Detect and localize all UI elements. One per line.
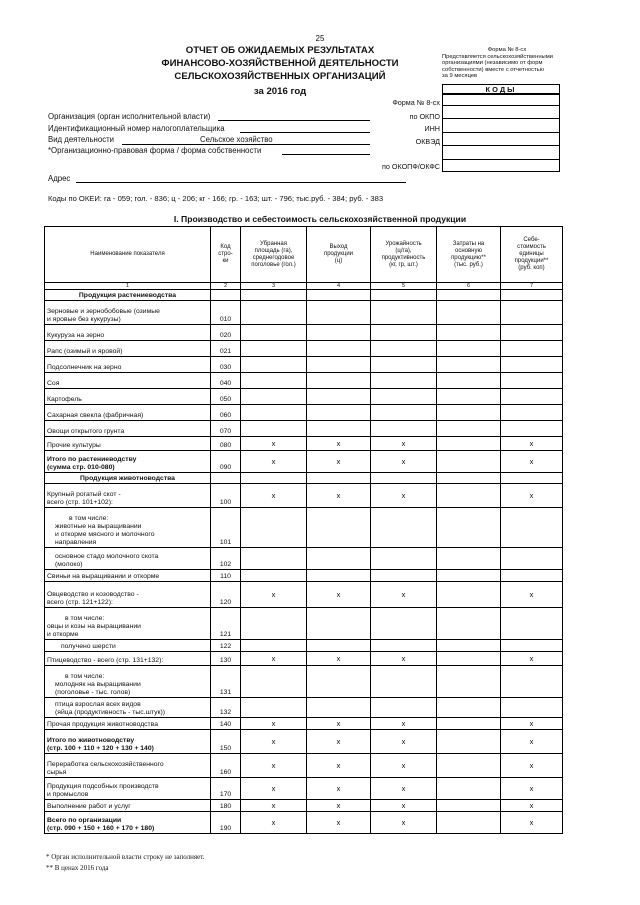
table-row [45,405,563,421]
row-code: 130 [211,652,241,666]
empty-cell [501,473,563,484]
input-cell[interactable] [437,652,501,666]
input-cell[interactable] [241,421,307,437]
row-name: Рапс (озимый и яровой) [45,341,211,357]
input-cell[interactable] [307,421,371,437]
table-row [45,357,563,373]
input-cell[interactable] [241,301,307,325]
table-row [45,389,563,405]
x-mark-cell: x [307,437,371,451]
input-cell[interactable] [437,484,501,508]
code-label-okpo: по ОКПО [409,112,440,121]
x-mark-cell: x [241,652,307,666]
col-header-name: Наименование показателя [45,227,211,283]
table-row [45,570,563,582]
row-name: Прочая продукция животноводства [45,718,211,730]
input-cell[interactable] [371,373,437,389]
col-header-yield: Урожайность (ц/га), продуктивность (кг, гр, шт.) [371,227,437,283]
row-code: 121 [211,608,241,640]
x-mark-cell: x [307,754,371,778]
footnote-1: * Орган исполнительной власти строку не заполняет. [46,853,205,861]
section-label: Продукция животноводства [45,473,211,484]
x-mark-cell: x [307,800,371,812]
row-name: Итого по животноводству (стр. 100 + 110 + 120 + 130 + 140) [45,730,211,754]
input-cell[interactable] [501,373,563,389]
input-cell[interactable] [371,570,437,582]
report-title-year: за 2016 год [253,86,307,97]
col-header-code: Код стро- ки [211,227,241,283]
x-mark-cell: x [501,451,563,473]
x-mark-cell: x [501,730,563,754]
code-label-inn: ИНН [424,124,440,133]
code-label-okopf: по ОКОПФ/ОКФС [382,162,440,171]
table-row [45,812,563,834]
col-number: 2 [211,283,241,290]
input-cell[interactable] [501,508,563,548]
row-name: в том числе: животные на выращивании и откорме мясного и молочного направления [45,508,211,548]
input-cell[interactable] [241,341,307,357]
row-name: в том числе: молодняк на выращивании (поголовье - тыс. голов) [45,666,211,698]
table-row [45,608,563,640]
row-code: 100 [211,484,241,508]
table-row [45,730,563,754]
empty-cell [371,290,437,301]
col-number: 3 [241,283,307,290]
table-row [45,437,563,451]
section-plant-row [45,290,563,301]
input-cell[interactable] [371,405,437,421]
page-number: 25 [315,34,325,43]
input-cell[interactable] [371,640,437,652]
x-mark-cell: x [241,484,307,508]
x-mark-cell: x [307,730,371,754]
row-code: 160 [211,754,241,778]
form-note-line: за 9 месяцев [442,73,478,80]
x-mark-cell: x [501,778,563,800]
row-name: Овцеводство и козоводство - всего (стр. 121+122): [45,582,211,608]
form-note-line: Представляется сельскохозяйственными [442,53,553,60]
input-cell[interactable] [241,698,307,718]
empty-cell [241,473,307,484]
input-cell[interactable] [241,508,307,548]
input-cell[interactable] [501,548,563,570]
input-cell[interactable] [437,718,501,730]
input-cell[interactable] [307,405,371,421]
input-cell[interactable] [307,548,371,570]
field-org-line[interactable] [218,120,370,121]
input-cell[interactable] [501,640,563,652]
code-label-form: Форма № 8-сх [392,98,440,107]
input-cell[interactable] [371,325,437,341]
x-mark-cell: x [371,778,437,800]
empty-cell [437,290,501,301]
row-code: 101 [211,508,241,548]
table-row [45,778,563,800]
x-mark-cell: x [241,437,307,451]
x-mark-cell: x [371,484,437,508]
form-note-title: Форма № 8-сх [487,47,527,53]
table-row [45,451,563,473]
row-code: 120 [211,582,241,608]
table-row [45,652,563,666]
input-cell[interactable] [371,389,437,405]
input-cell[interactable] [437,640,501,652]
table-row [45,373,563,389]
x-mark-cell: x [307,778,371,800]
input-cell[interactable] [437,666,501,698]
input-cell[interactable] [371,421,437,437]
x-mark-cell: x [241,582,307,608]
col-number: 6 [437,283,501,290]
code-label-okved: ОКВЭД [415,137,440,146]
row-code: 190 [211,812,241,834]
input-cell[interactable] [307,301,371,325]
row-name: получено шерсти [45,640,211,652]
table-row [45,582,563,608]
row-name: Крупный рогатый скот - всего (стр. 101+102): [45,484,211,508]
input-cell[interactable] [501,341,563,357]
col-number: 4 [307,283,371,290]
input-cell[interactable] [501,301,563,325]
x-mark-cell: x [501,484,563,508]
x-mark-cell: x [307,718,371,730]
input-cell[interactable] [437,608,501,640]
row-name: Прочие культуры [45,437,211,451]
row-name: Картофель [45,389,211,405]
input-cell[interactable] [241,357,307,373]
table-row [45,698,563,718]
input-cell[interactable] [307,608,371,640]
table-row [45,484,563,508]
codes-header: КОДЫ [442,84,560,94]
row-code: 102 [211,548,241,570]
input-cell[interactable] [437,754,501,778]
x-mark-cell: x [307,652,371,666]
x-mark-cell: x [371,718,437,730]
input-cell[interactable] [307,640,371,652]
table-row [45,301,563,325]
input-cell[interactable] [437,800,501,812]
table-row [45,718,563,730]
codes-box [442,94,560,172]
x-mark-cell: x [371,754,437,778]
x-mark-cell: x [241,812,307,834]
form-note-line: собственности) вместе с отчетностью [442,66,545,73]
col-number: 1 [45,283,211,290]
field-inn-line[interactable] [240,132,370,133]
empty-cell [241,290,307,301]
field-inn-label: Идентификационный номер налогоплательщика [48,124,225,133]
table-row [45,640,563,652]
section-label: Продукция растениеводства [45,290,211,301]
input-cell[interactable] [437,730,501,754]
x-mark-cell: x [241,754,307,778]
row-code: 050 [211,389,241,405]
row-name: Продукция подсобных производств и промыслов [45,778,211,800]
row-code: 010 [211,301,241,325]
table-row [45,754,563,778]
empty-cell [307,290,371,301]
input-cell[interactable] [501,405,563,421]
x-mark-cell: x [501,582,563,608]
input-cell[interactable] [437,548,501,570]
input-cell[interactable] [307,325,371,341]
production-table [44,226,563,834]
table-row [45,325,563,341]
x-mark-cell: x [241,451,307,473]
row-code: 080 [211,437,241,451]
col-number: 7 [501,283,563,290]
x-mark-cell: x [371,800,437,812]
input-cell[interactable] [437,325,501,341]
row-name: Выполнение работ и услуг [45,800,211,812]
row-name: Переработка сельскохозяйственного сырья [45,754,211,778]
input-cell[interactable] [241,666,307,698]
input-cell[interactable] [371,548,437,570]
input-cell[interactable] [241,608,307,640]
input-cell[interactable] [437,301,501,325]
row-code: 060 [211,405,241,421]
row-code: 090 [211,451,241,473]
field-address-label: Адрес [48,174,71,183]
field-activity-label: Вид деятельности [48,135,115,144]
x-mark-cell: x [241,718,307,730]
table-row [45,421,563,437]
field-activity-value: Сельское хозяйство [200,135,273,144]
x-mark-cell: x [501,754,563,778]
row-name: Итого по растениеводству (сумма стр. 010-080) [45,451,211,473]
x-mark-cell: x [501,652,563,666]
x-mark-cell: x [371,812,437,834]
field-org-label: Организация (орган исполнительной власти) [48,112,211,121]
field-address-line[interactable] [76,182,406,183]
row-name: Свиньи на выращивании и откорме [45,570,211,582]
empty-cell [371,473,437,484]
col-header-costs: Затраты на основную продукцию** (тыс. руб.) [437,227,501,283]
input-cell[interactable] [371,608,437,640]
input-cell[interactable] [371,357,437,373]
input-cell[interactable] [371,508,437,548]
input-cell[interactable] [241,325,307,341]
input-cell[interactable] [437,812,501,834]
input-cell[interactable] [501,325,563,341]
row-name: Зерновые и зернобобовые (озимые и яровые без кукурузы) [45,301,211,325]
input-cell[interactable] [241,389,307,405]
row-code: 140 [211,718,241,730]
input-cell[interactable] [241,405,307,421]
input-cell[interactable] [241,548,307,570]
row-name: в том числе: овцы и козы на выращивании и откорме [45,608,211,640]
row-code: 132 [211,698,241,718]
input-cell[interactable] [371,698,437,718]
row-code: 131 [211,666,241,698]
x-mark-cell: x [501,800,563,812]
input-cell[interactable] [241,570,307,582]
report-title-line-1: ОТЧЕТ ОБ ОЖИДАЕМЫХ РЕЗУЛЬТАТАХ [185,45,375,56]
x-mark-cell: x [501,718,563,730]
table-row [45,548,563,570]
input-cell[interactable] [437,357,501,373]
table-row [45,666,563,698]
row-code: 021 [211,341,241,357]
input-cell[interactable] [501,570,563,582]
input-cell[interactable] [437,451,501,473]
input-cell[interactable] [437,570,501,582]
col-header-output: Выход продукции (ц) [307,227,371,283]
x-mark-cell: x [241,730,307,754]
col-header-cost-unit: Себе- стоимость единицы продукции** (руб. коп) [501,227,563,283]
row-code: 030 [211,357,241,373]
x-mark-cell: x [501,437,563,451]
input-cell[interactable] [437,389,501,405]
row-name: птица взрослая всех видов (яйца (продуктивность - тыс.штук)) [45,698,211,718]
input-cell[interactable] [501,357,563,373]
table-row [45,341,563,357]
input-cell[interactable] [437,508,501,548]
input-cell[interactable] [437,405,501,421]
empty-cell [211,290,241,301]
input-cell[interactable] [501,666,563,698]
x-mark-cell: x [371,437,437,451]
field-legal-form-label: *Организационно-правовая форма / форма собственности [48,146,262,155]
form-note [442,47,572,80]
input-cell[interactable] [307,698,371,718]
x-mark-cell: x [307,582,371,608]
x-mark-cell: x [241,778,307,800]
col-header-area: Убранная площадь (га), среднегодовое поголовье (гол.) [241,227,307,283]
input-cell[interactable] [437,373,501,389]
section-animal-row [45,473,563,484]
x-mark-cell: x [501,812,563,834]
row-code: 040 [211,373,241,389]
x-mark-cell: x [371,451,437,473]
field-legal-form-line[interactable] [282,154,370,155]
x-mark-cell: x [371,652,437,666]
input-cell[interactable] [241,640,307,652]
input-cell[interactable] [437,582,501,608]
empty-cell [501,290,563,301]
input-cell[interactable] [307,341,371,357]
input-cell[interactable] [371,301,437,325]
row-name: Кукуруза на зерно [45,325,211,341]
row-name: Всего по организации (стр. 090 + 150 + 160 + 170 + 180) [45,812,211,834]
row-name: Овощи открытого грунта [45,421,211,437]
row-name: основное стадо молочного скота (молоко) [45,548,211,570]
okei-codes: Коды по ОКЕИ: га - 059; гол. - 836; ц - 206; кг - 166; гр. - 163; шт. - 796; тыс.руб. - 384; руб. - 383 [48,194,384,203]
form-note-line: организациями (независимо от форм [442,60,543,67]
input-cell[interactable] [307,666,371,698]
input-cell[interactable] [241,373,307,389]
row-code: 020 [211,325,241,341]
report-title-line-2: ФИНАНСОВО-ХОЗЯЙСТВЕННОЙ ДЕЯТЕЛЬНОСТИ [161,58,399,69]
field-activity-line[interactable] [122,144,370,145]
row-code: 170 [211,778,241,800]
row-code: 122 [211,640,241,652]
input-cell[interactable] [371,666,437,698]
report-title-line-3: СЕЛЬСКОХОЗЯЙСТВЕННЫХ ОРГАНИЗАЦИЙ [174,71,386,82]
row-name: Подсолнечник на зерно [45,357,211,373]
section-title: I. Производство и себестоимость сельскохозяйственной продукции [173,214,467,224]
empty-cell [211,473,241,484]
row-code: 150 [211,730,241,754]
row-name: Птицеводство - всего (стр. 131+132): [45,652,211,666]
input-cell[interactable] [307,570,371,582]
x-mark-cell: x [307,484,371,508]
input-cell[interactable] [501,389,563,405]
row-code: 070 [211,421,241,437]
input-cell[interactable] [501,698,563,718]
x-mark-cell: x [371,582,437,608]
input-cell[interactable] [307,373,371,389]
row-name: Сахарная свекла (фабричная) [45,405,211,421]
col-number: 5 [371,283,437,290]
input-cell[interactable] [371,341,437,357]
row-code: 180 [211,800,241,812]
input-cell[interactable] [501,421,563,437]
x-mark-cell: x [307,451,371,473]
input-cell[interactable] [437,421,501,437]
input-cell[interactable] [437,437,501,451]
x-mark-cell: x [371,730,437,754]
input-cell[interactable] [501,608,563,640]
row-code: 110 [211,570,241,582]
input-cell[interactable] [437,698,501,718]
empty-cell [437,473,501,484]
footnote-2: ** В ценах 2016 года [46,864,109,872]
empty-cell [307,473,371,484]
table-row [45,508,563,548]
input-cell[interactable] [307,389,371,405]
input-cell[interactable] [307,357,371,373]
x-mark-cell: x [307,812,371,834]
table-row [45,800,563,812]
row-name: Соя [45,373,211,389]
input-cell[interactable] [437,778,501,800]
input-cell[interactable] [307,508,371,548]
x-mark-cell: x [241,800,307,812]
input-cell[interactable] [437,341,501,357]
